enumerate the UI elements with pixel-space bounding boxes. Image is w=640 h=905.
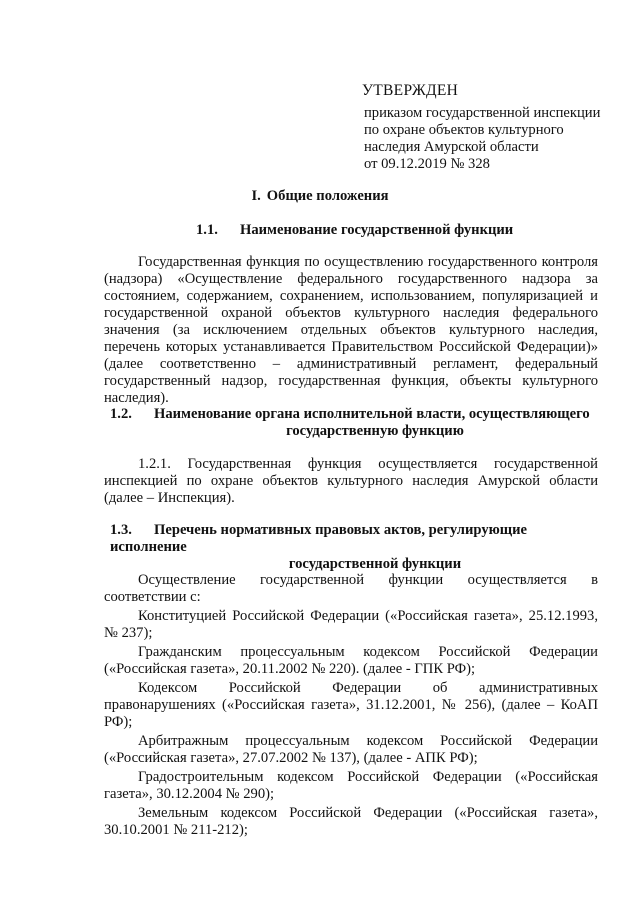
subsection-heading-1-1: [196, 222, 640, 239]
section-number: I.: [251, 188, 261, 204]
subsection-number: 1.2.: [110, 406, 132, 422]
section-title: Общие положения: [266, 188, 389, 204]
list-item: Гражданским процессуальным кодексом Российской Федерации («Российская газета», 20.11.2002 № 220). (далее - ГПК РФ);: [104, 644, 598, 677]
subsection-heading-1-3: [110, 522, 600, 573]
subsection-title: Перечень нормативных правовых актов, регулирующие исполнение: [110, 522, 527, 555]
paragraph-1-1: [104, 254, 598, 407]
subsection-heading-1-2: [110, 406, 600, 440]
approval-line: от 09.12.2019 № 328: [364, 156, 490, 172]
subsection-title-cont: государственную функцию: [286, 423, 464, 439]
paragraph-text: 1.2.1. Государственная функция осуществляется государственной инспекцией по охране объектов культурного наследия Амурской области (далее – Инспекция).: [104, 456, 598, 506]
section-heading: [0, 188, 640, 205]
subsection-title: Наименование органа исполнительной власти, осуществляющего: [154, 406, 590, 422]
paragraph-text: Осуществление государственной функции осуществляется в соответствии с:: [104, 572, 598, 605]
list-item: Градостроительным кодексом Российской Федерации («Российская газета», 30.12.2004 № 290);: [104, 769, 598, 802]
subsection-number: 1.3.: [110, 522, 132, 538]
approval-line: наследия Амурской области: [364, 139, 539, 155]
list-item: Земельным кодексом Российской Федерации («Российская газета», 30.10.2001 № 211-212);: [104, 805, 598, 838]
subsection-number: 1.1.: [196, 222, 218, 238]
approval-line: приказом государственной инспекции: [364, 105, 601, 121]
approval-line: по охране объектов культурного: [364, 122, 564, 138]
approval-stamp: [362, 82, 612, 173]
paragraph-1-3-intro: [104, 572, 598, 606]
subsection-title: Наименование государственной функции: [240, 222, 514, 238]
law-list: [104, 608, 598, 839]
list-item: Конституцией Российской Федерации («Российская газета», 25.12.1993, № 237);: [104, 608, 598, 641]
paragraph-text: Государственная функция по осуществлению государственного контроля (надзора) «Осуществление федерального государственного надзора за состоянием, содержанием, сохранением, использованием, популяризацией и государственной охраной объектов культурного наследия федерального значения (за исключением отдельных объектов культурного наследия, перечень которых устанавливается Правительством Российской Федерации)» (далее соответственно – административный регламент, федеральный государственный надзор, государственная функция, объекты культурного наследия).: [104, 254, 598, 406]
approval-heading: УТВЕРЖДЕН: [362, 82, 459, 99]
list-item: Кодексом Российской Федерации об административных правонарушениях («Российская газета», 31.12.2001, № 256), (далее – КоАП РФ);: [104, 680, 598, 730]
list-item: Арбитражным процессуальным кодексом Российской Федерации («Российская газета», 27.07.2002 № 137), (далее - АПК РФ);: [104, 733, 598, 766]
subsection-title-cont: государственной функции: [288, 556, 462, 572]
paragraph-1-2-1: [104, 456, 598, 507]
